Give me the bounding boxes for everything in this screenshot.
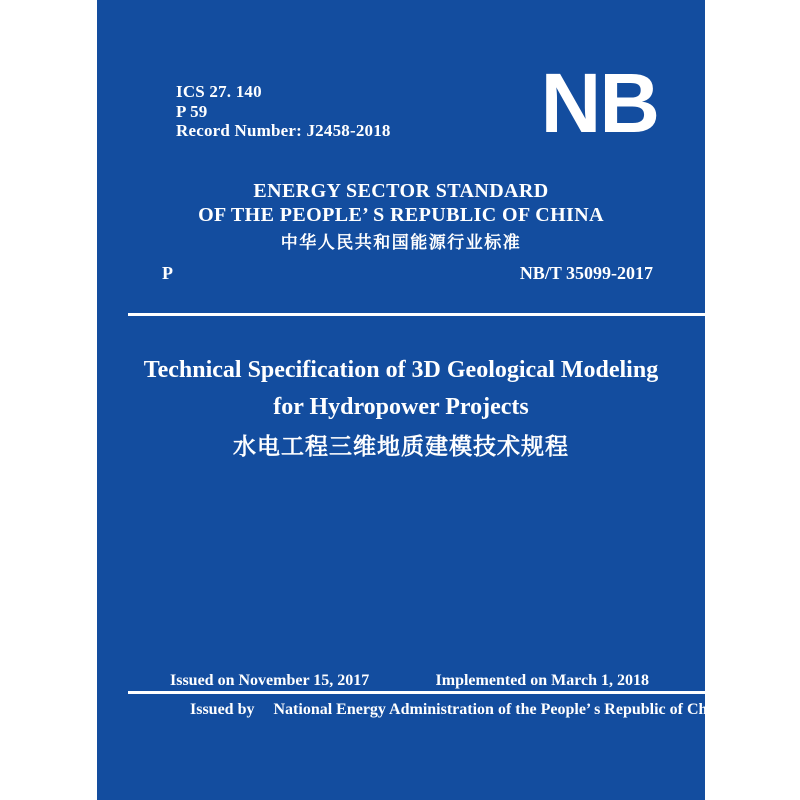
document-title-en-line2: for Hydropower Projects [273, 394, 529, 420]
separator-line-bottom [128, 691, 705, 694]
record-number: Record Number: J2458-2018 [176, 121, 391, 140]
class-code: P [162, 263, 173, 283]
standard-name-zh: 中华人民共和国能源行业标准 [280, 233, 522, 252]
standard-name-en-line1: ENERGY SECTOR STANDARD [253, 180, 549, 202]
p-classification-code: P 59 [176, 101, 208, 121]
document-title-block [97, 352, 705, 462]
document-title-en-line1: Technical Specification of 3D Geological Modeling [143, 357, 659, 383]
standard-name-en-line2: OF THE PEOPLE’ S REPUBLIC OF CHINA [198, 204, 604, 226]
nb-logo: NB [540, 56, 658, 150]
dates-row [170, 672, 649, 690]
classification-block [176, 82, 391, 141]
standard-cover-page [97, 0, 729, 800]
code-row [162, 262, 653, 284]
issuer-row [190, 700, 729, 719]
standard-name-block [97, 179, 705, 255]
implemented-date: Implemented on March 1, 2018 [435, 672, 649, 689]
issuer-name: National Energy Administration of the People’ s Republic of China [273, 701, 729, 718]
ics-code: ICS 27. 140 [176, 82, 262, 101]
separator-line-top [128, 313, 705, 316]
document-title-zh: 水电工程三维地质建模技术规程 [233, 434, 569, 459]
standard-number: NB/T 35099-2017 [519, 263, 653, 283]
issued-date: Issued on November 15, 2017 [170, 672, 370, 689]
issued-by-label: Issued by [190, 701, 255, 718]
